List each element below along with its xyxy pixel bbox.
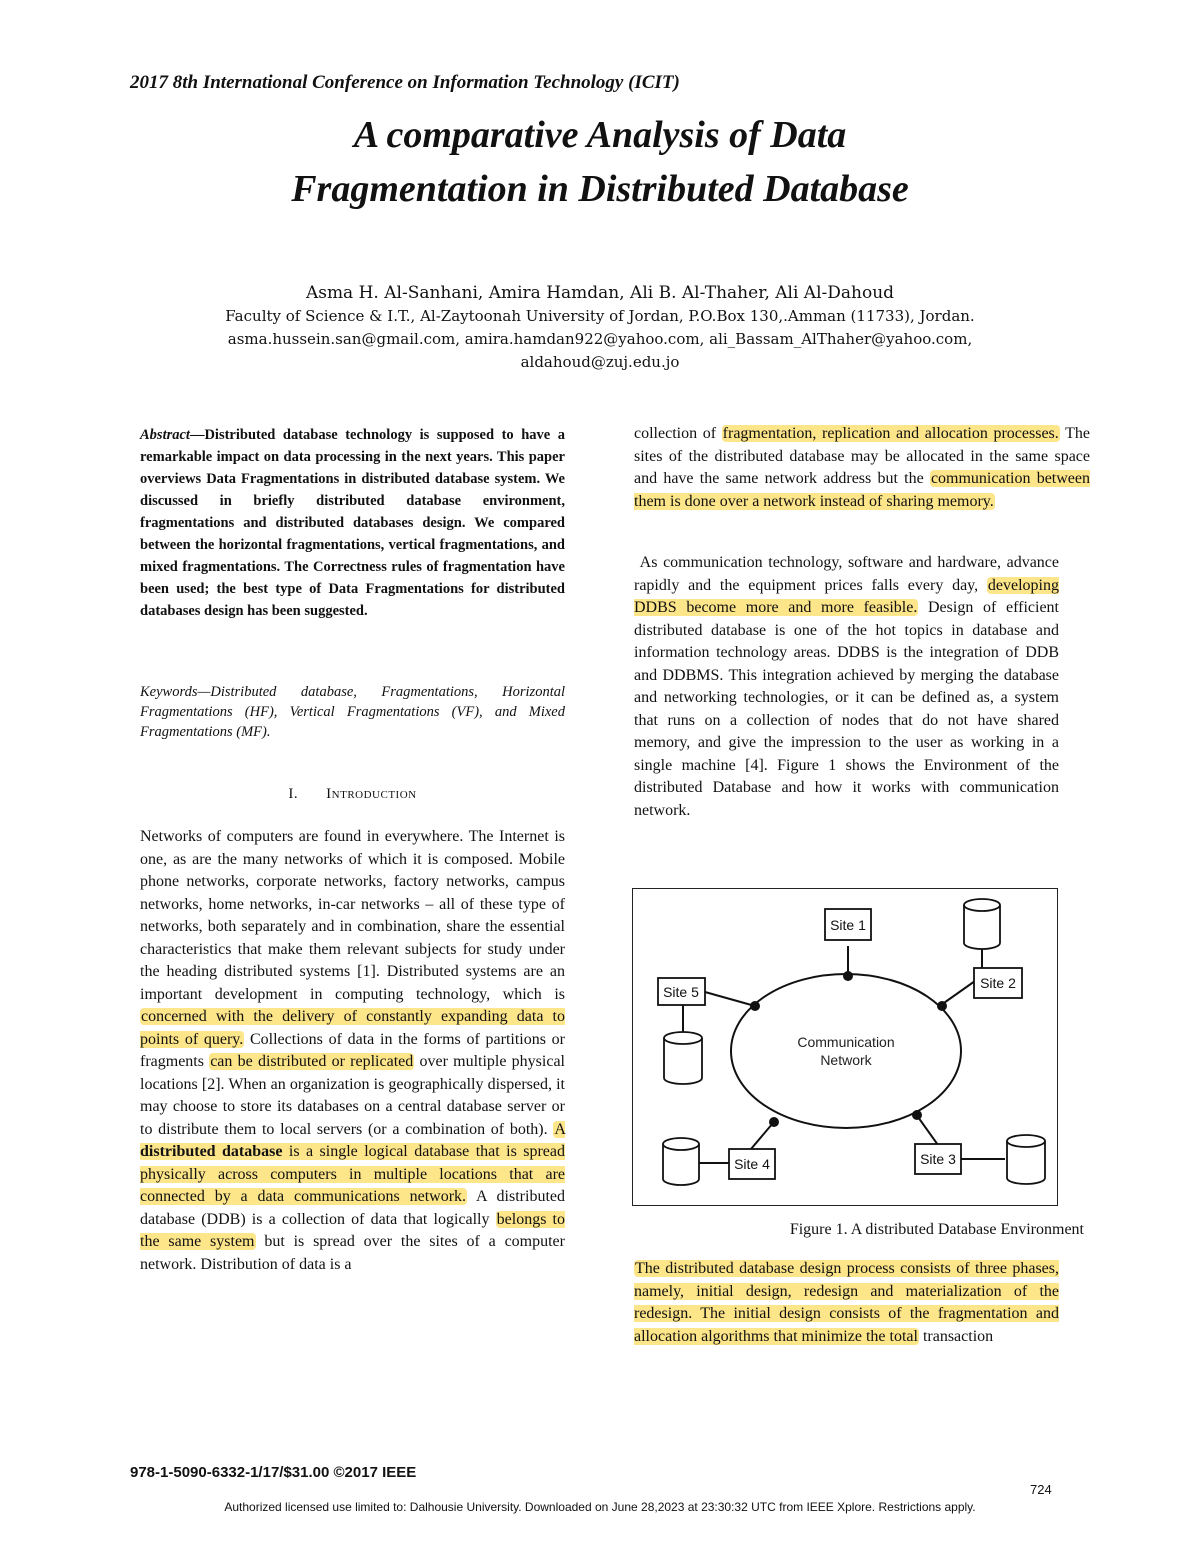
intro-text-5: but is spread over the sites of a computer network. Distribution of data is a xyxy=(140,1233,565,1273)
right-column-paragraph-3 xyxy=(634,1258,1059,1348)
author-block xyxy=(140,282,1060,374)
highlight-1: concerned with the delivery of constantly expanding data to points of query. xyxy=(140,1008,565,1048)
network-diagram xyxy=(633,889,1056,1204)
highlight-3-c: is a single logical database that is spread physically across computers in multiple locations that are connected by a data communications network. xyxy=(140,1143,565,1205)
site-4-label: Site 4 xyxy=(734,1156,770,1172)
right-text-b2: Design of efficient distributed database is one of the hot topics in database and information technology areas. DDBS is the integration of DDB and DDBMS. This integration achieved by merging the database and networking technologies, or it can be defined as, a system that runs on a collection of nodes that do not have shared memory, and give the impression to the user as working in a single machine [4]. Figure 1 shows the Environment of the distributed Database and how it works with communication network. xyxy=(634,599,1059,819)
conference-header: 2017 8th International Conference on Information Technology (ICIT) xyxy=(130,72,680,93)
link-site-2 xyxy=(941,981,975,1005)
database-site-3-icon xyxy=(1007,1135,1045,1184)
right-text-a2: The sites of the distributed database may be allocated in the same space and have the same network address but the xyxy=(634,425,1091,487)
author-names: Asma H. Al-Sanhani, Amira Hamdan, Ali B. Al-Thaher, Ali Al-Dahoud xyxy=(305,283,895,303)
link-site-3 xyxy=(918,1117,938,1145)
intro-text-4: A distributed database (DDB) is a collection of data that logically xyxy=(140,1188,565,1228)
database-site-2-icon xyxy=(964,899,1000,949)
junction-dot-1 xyxy=(843,971,853,981)
highlight-8: The distributed database design process consists of three phases, namely, initial design, redesign and materialization of the redesign. The initial design consists of the fragmentation and allocation algorithms that minimize the total xyxy=(634,1260,1059,1345)
section-heading xyxy=(140,786,565,803)
title-line-2: Fragmentation in Distributed Database xyxy=(291,168,909,210)
intro-text-2: Collections of data in the forms of partitions or fragments xyxy=(140,1030,565,1070)
footer-isbn: 978-1-5090-6332-1/17/$31.00 ©2017 IEEE xyxy=(130,1464,417,1481)
network-label-line-1: Communication xyxy=(797,1034,895,1050)
highlight-3-a: A xyxy=(554,1120,565,1138)
highlight-5: fragmentation, replication and allocation processes. xyxy=(722,425,1059,442)
abstract-text: —Distributed database technology is supposed to have a remarkable impact on data processing in the next years. This paper overviews Data Fragmentations in distributed database system. We discussed in briefly distributed database environment, fragmentations and distributed databases design. We compared between the horizontal fragmentations, vertical fragmentations, and mixed fragmentations. The Correctness rules of fragmentation have been used; the best type of Data Fragmentations for distributed databases design has been suggested. xyxy=(140,427,565,619)
figure-caption: Figure 1. A distributed Database Environment xyxy=(789,1221,1084,1238)
intro-text-1: Networks of computers are found in everywhere. The Internet is one, as are the many networks of which it is composed. Mobile phone networks, corporate networks, factory networks, campus networks, home networks, in-car networks – all of these type of networks, both separately and in combination, share the essential characteristics that make them relevant subjects for study under the heading distributed systems [1]. Distributed systems are an important development in computing technology, which is xyxy=(140,828,565,1003)
link-site-5 xyxy=(705,992,755,1006)
site-2-label: Site 2 xyxy=(980,975,1016,991)
junction-dot-5 xyxy=(750,1001,760,1011)
highlight-4: belongs to the same system xyxy=(140,1210,566,1250)
author-emails-line-1: asma.hussein.san@gmail.com, amira.hamdan922@yahoo.com, ali_Bassam_AlThaher@yahoo.com, xyxy=(227,330,973,348)
page-number: 724 xyxy=(1030,1482,1052,1497)
abstract xyxy=(140,424,565,622)
license-notice: Authorized licensed use limited to: Dalhousie University. Downloaded on June 28,2023 at 23:30:32 UTC from IEEE Xplore. Restrictions apply. xyxy=(224,1500,976,1514)
right-text-a1: collection of xyxy=(634,425,722,442)
abstract-label: Abstract xyxy=(140,427,190,443)
database-site-5-icon xyxy=(664,1032,702,1084)
junction-dot-2 xyxy=(937,1001,947,1011)
highlight-2: can be distributed or replicated xyxy=(210,1053,414,1070)
intro-text-3: over multiple physical locations [2]. When an organization is geographically dispersed, it may choose to store its databases on a central database server or to distribute them to local servers (or a combination of both). xyxy=(140,1053,566,1138)
right-column-paragraph-1 xyxy=(634,423,1090,513)
introduction-paragraph xyxy=(140,826,565,1276)
link-site-4 xyxy=(751,1123,773,1149)
highlight-7: developing DDBS become more and more feasible. xyxy=(634,576,1059,616)
title-line-1: A comparative Analysis of Data xyxy=(353,114,847,156)
database-site-4-icon xyxy=(663,1138,699,1185)
figure-1 xyxy=(632,888,1058,1206)
communication-network-ellipse xyxy=(731,974,961,1128)
right-text-c2: transaction xyxy=(918,1327,994,1345)
right-text-b1: As communication technology, software and hardware, advance rapidly and the equipment prices falls every day, xyxy=(634,554,1060,594)
site-3-label: Site 3 xyxy=(920,1151,956,1167)
site-5-label: Site 5 xyxy=(663,984,699,1000)
highlight-3-bold: distributed database xyxy=(140,1143,283,1160)
right-column-paragraph-2 xyxy=(634,552,1059,822)
network-label-line-2: Network xyxy=(820,1052,872,1068)
author-emails-line-2: aldahoud@zuj.edu.jo xyxy=(520,353,680,371)
section-title: Introduction xyxy=(326,786,417,802)
site-1-label: Site 1 xyxy=(830,917,866,933)
junction-dot-3 xyxy=(912,1110,922,1120)
section-number: I. xyxy=(288,786,299,802)
keywords: Keywords—Distributed database, Fragmentations, Horizontal Fragmentations (HF), Vertical Fragmentations (VF), and Mixed Fragmentations (MF). xyxy=(140,684,565,740)
junction-dot-4 xyxy=(769,1117,779,1127)
highlight-6: communication between them is done over a network instead of sharing memory. xyxy=(634,470,1090,510)
author-affiliation: Faculty of Science & I.T., Al-Zaytoonah University of Jordan, P.O.Box 130,.Amman (11733), Jordan. xyxy=(225,307,975,325)
paper-title xyxy=(120,108,1080,216)
